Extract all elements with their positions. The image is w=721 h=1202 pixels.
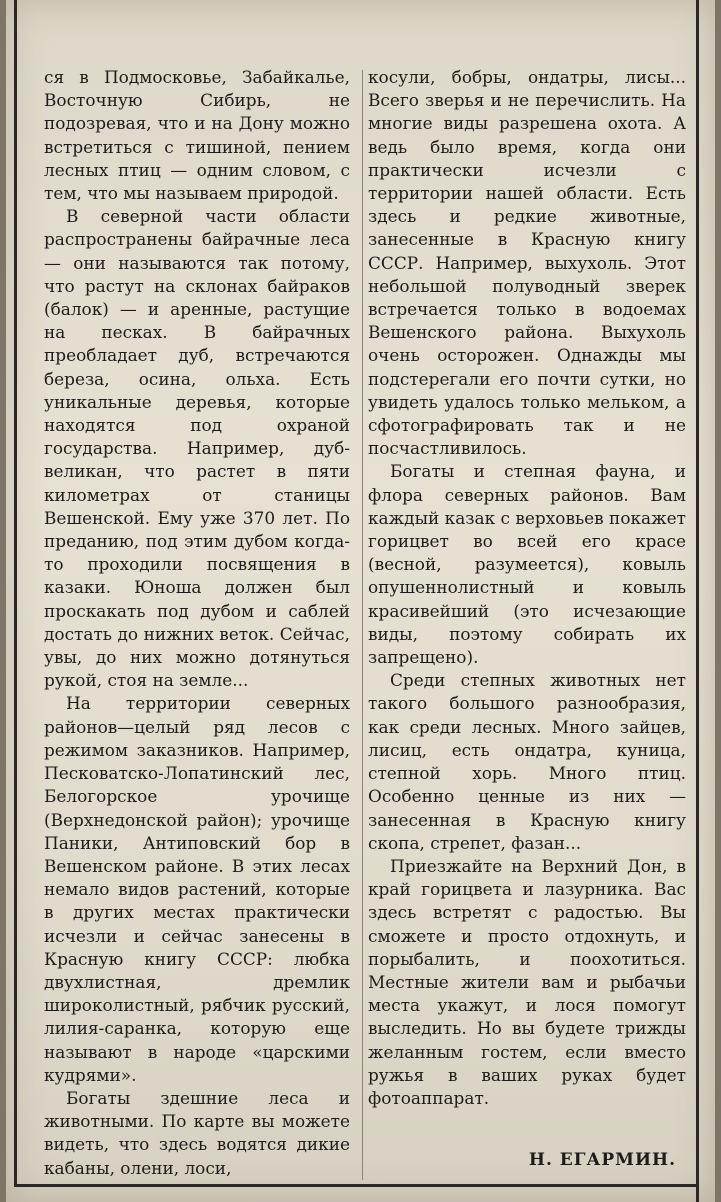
article-column-2 — [368, 66, 686, 1110]
paragraph: Среди степных животных нет такого большого разнообразия, как среди лесных. Много зайцев, лисиц, есть ондатра, куница, степной хорь. Много птиц. Особенно ценные из них — занесенная в Красную книгу скопа, стрепет, фазан... — [368, 670, 686, 853]
article-column-1 — [44, 66, 350, 1180]
paragraph: Богаты здешние леса и животными. По карте вы можете видеть, что здесь водятся дикие кабаны, олени, лоси, — [44, 1087, 350, 1178]
newspaper-page — [6, 0, 715, 1202]
bottom-border-rule — [14, 1184, 699, 1187]
paragraph: На территории северных районов—целый ряд лесов с режимом заказников. Например, Песковатско-Лопатинский лес, Белогорское урочище (Верхнедонской район); урочище Паники, Антиповский бор в Вешенском районе. В этих лесах немало видов растений, которые в других местах практически исчезли и сейчас занесены в Красную книгу СССР: любка двухлистная, дремлик широколистный, рябчик русский, лилия-саранка, которую еще называют в народе «царскими кудрями». — [44, 693, 350, 1085]
left-border-rule — [14, 0, 17, 1185]
paragraph: косули, бобры, ондатры, лисы... Всего зверья и не перечислить. На многие виды разрешена охота. А ведь было время, когда они практически исчезли с территории нашей области. Есть здесь и редкие животные, занесенные в Красную книгу СССР. Например, выхухоль. Этот небольшой полуводный зверек встречается только в водоемах Вешенского района. Выхухоль очень осторожен. Однажды мы подстерегали его почти сутки, но увидеть удалось только мельком, а сфотографировать так и не посчастливилось. — [368, 67, 686, 459]
paragraph: ся в Подмосковье, Забайкалье, Восточную Сибирь, не подозревая, что и на Дону можно встретиться с тишиной, пением лесных птиц — одним словом, с тем, что мы называем природой. — [44, 67, 350, 204]
right-border-rule — [696, 0, 699, 1202]
paragraph: Богаты и степная фауна, и флора северных районов. Вам каждый казак с верховьев покажет горицвет во всей его красе (весной, разумеется), ковыль опушеннолистный и ковыль красивейший (это исчезающие виды, поэтому собирать их запрещено). — [368, 461, 686, 668]
paragraph: В северной части области распространены байрачные леса — они называются так потому, что растут на склонах байраков (балок) — и аренные, растущие на песках. В байрачных преобладает дуб, встречаются береза, осина, ольха. Есть уникальные деревья, которые находятся под охраной государства. Например, дуб-великан, что растет в пяти километрах от станицы Вешенской. Ему уже 370 лет. По преданию, под этим дубом когда-то проходили посвящения в казаки. Юноша должен был проскакать под дубом и саблей достать до нижних веток. Сейчас, увы, до них можно дотянуться рукой, стоя на земле... — [44, 206, 350, 691]
author-signature: Н. ЕГАРМИН. — [528, 1150, 676, 1170]
column-divider — [362, 70, 363, 1180]
paragraph: Приезжайте на Верхний Дон, в край горицвета и лазурника. Вас здесь встретят с радостью. Вы сможете и просто отдохнуть, и порыбалить, и поохотиться. Местные жители вам и рыбачьи места укажут, и лося помогут выследить. Но вы будете трижды желанным гостем, если вместо ружья в ваших руках будет фотоаппарат. — [368, 855, 686, 1108]
